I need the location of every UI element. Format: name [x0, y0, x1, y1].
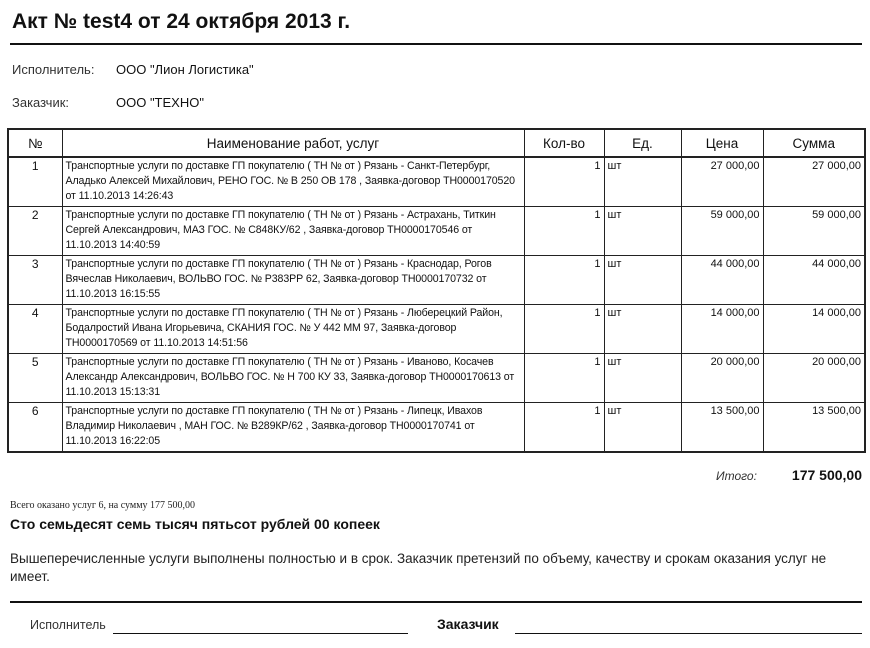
row-name: Транспортные услуги по доставке ГП покупателю ( ТН № от ) Рязань - Липецк, Ивахов Владимир Николаевич , МАН ГОС. № В289КР/62 , Заявка-договор ТН0000170741 от 11.10.2013 16:22:05: [62, 403, 524, 453]
row-name: Транспортные услуги по доставке ГП покупателю ( ТН № от ) Рязань - Люберецкий Район, Бодалростий Ивана Игорьевича, СКАНИЯ ГОС. № У 442 ММ 97, Заявка-договор ТН0000170569 от 11.10.2013 14:51:56: [62, 305, 524, 354]
completion-statement: Вышеперечисленные услуги выполнены полностью и в срок. Заказчик претензий по объему, качеству и срокам оказания услуг не имеет.: [10, 551, 827, 584]
row-unit: шт: [604, 354, 681, 403]
amount-in-words: Сто семьдесят семь тысяч пятьсот рублей 00 копеек: [10, 516, 380, 532]
row-num: 5: [8, 354, 62, 403]
executor-signature-label: Исполнитель: [30, 618, 106, 632]
row-unit: шт: [604, 207, 681, 256]
row-sum: 59 000,00: [763, 207, 865, 256]
row-price: 59 000,00: [681, 207, 763, 256]
row-num: 4: [8, 305, 62, 354]
row-qty: 1: [524, 207, 604, 256]
header-sum: Сумма: [763, 129, 865, 157]
row-unit: шт: [604, 256, 681, 305]
row-price: 27 000,00: [681, 157, 763, 207]
row-sum: 20 000,00: [763, 354, 865, 403]
table-row: [8, 305, 865, 354]
services-count-line: Всего оказано услуг 6, на сумму 177 500,00: [10, 500, 196, 511]
row-num: 3: [8, 256, 62, 305]
services-table: [7, 128, 866, 453]
total-label: Итого:: [716, 469, 757, 483]
row-num: 2: [8, 207, 62, 256]
total-value: 177 500,00: [791, 467, 862, 483]
table-row: [8, 256, 865, 305]
row-price: 44 000,00: [681, 256, 763, 305]
table-row: [8, 157, 865, 207]
header-num: №: [8, 129, 62, 157]
row-num: 6: [8, 403, 62, 453]
row-qty: 1: [524, 157, 604, 207]
customer-value: ООО "ТЕХНО": [116, 95, 204, 110]
row-name: Транспортные услуги по доставке ГП покупателю ( ТН № от ) Рязань - Астрахань, Титкин Сергей Александрович, МАЗ ГОС. № С848КУ/62 , Заявка-договор ТН0000170546 от 11.10.2013 14:40:59: [62, 207, 524, 256]
row-price: 14 000,00: [681, 305, 763, 354]
row-qty: 1: [524, 305, 604, 354]
table-row: [8, 207, 865, 256]
row-name: Транспортные услуги по доставке ГП покупателю ( ТН № от ) Рязань - Иваново, Косачев Александр Александрович, ВОЛЬВО ГОС. № Н 700 КУ 33, Заявка-договор ТН0000170613 от 11.10.2013 15:13:31: [62, 354, 524, 403]
row-unit: шт: [604, 305, 681, 354]
executor-label: Исполнитель:: [12, 62, 95, 77]
row-sum: 44 000,00: [763, 256, 865, 305]
row-qty: 1: [524, 403, 604, 453]
header-price: Цена: [681, 129, 763, 157]
row-unit: шт: [604, 403, 681, 453]
row-sum: 13 500,00: [763, 403, 865, 453]
row-price: 20 000,00: [681, 354, 763, 403]
row-unit: шт: [604, 157, 681, 207]
table-header-row: [8, 129, 865, 157]
table-row: [8, 354, 865, 403]
header-unit: Ед.: [604, 129, 681, 157]
header-name: Наименование работ, услуг: [62, 129, 524, 157]
table-row: [8, 403, 865, 453]
customer-label: Заказчик:: [12, 95, 70, 110]
row-num: 1: [8, 157, 62, 207]
customer-signature-line: [515, 633, 862, 634]
executor-value: ООО "Лион Логистика": [116, 62, 254, 77]
row-price: 13 500,00: [681, 403, 763, 453]
row-name: Транспортные услуги по доставке ГП покупателю ( ТН № от ) Рязань - Санкт-Петербург, Аладько Алексей Михайлович, РЕНО ГОС. № В 250 ОВ 178 , Заявка-договор ТН0000170520 от 11.10.2013 14:26:43: [62, 157, 524, 207]
row-name: Транспортные услуги по доставке ГП покупателю ( ТН № от ) Рязань - Краснодар, Рогов Вячеслав Николаевич, ВОЛЬВО ГОС. № Р383РР 62, Заявка-договор ТН0000170732 от 11.10.2013 16:15:55: [62, 256, 524, 305]
header-qty: Кол-во: [524, 129, 604, 157]
executor-row: [12, 62, 254, 77]
title-divider: [10, 43, 862, 45]
row-sum: 14 000,00: [763, 305, 865, 354]
row-qty: 1: [524, 354, 604, 403]
row-qty: 1: [524, 256, 604, 305]
customer-row: [12, 95, 204, 110]
row-sum: 27 000,00: [763, 157, 865, 207]
document-title: Акт № test4 от 24 октября 2013 г.: [12, 10, 351, 33]
executor-signature-line: [113, 633, 408, 634]
footer-divider: [10, 601, 862, 603]
customer-signature-label: Заказчик: [437, 616, 499, 632]
